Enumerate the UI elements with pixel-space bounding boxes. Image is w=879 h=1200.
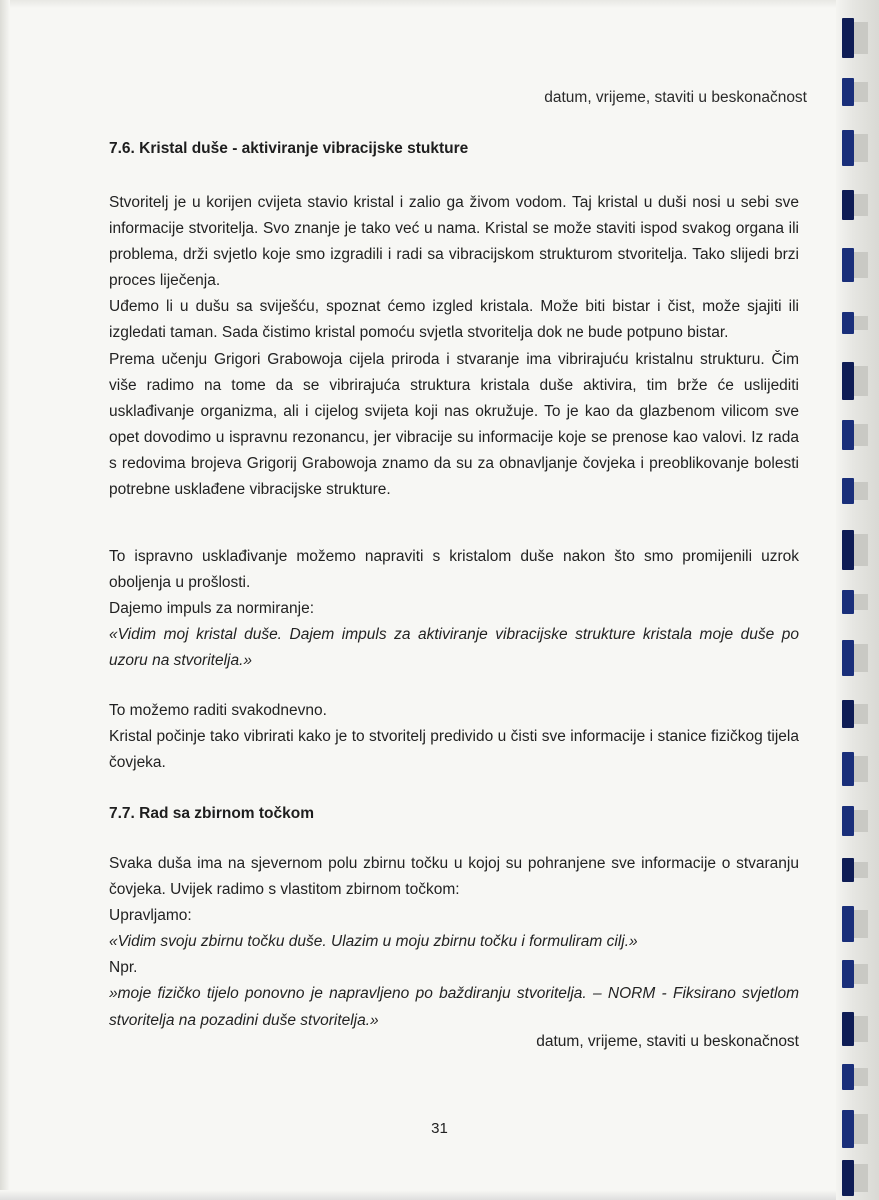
binding-tab-mark	[842, 248, 854, 282]
binding-tab-mark	[842, 18, 854, 58]
running-head: datum, vrijeme, staviti u beskonačnost	[544, 89, 807, 106]
affirmation-quote: «Vidim svoju zbirnu točku duše. Ulazim u moju zbirnu točku i formuliram cilj.»	[109, 933, 638, 951]
binding-tab-mark	[842, 960, 854, 988]
binding-tab-shadow	[854, 22, 868, 54]
binding-tab-mark	[842, 312, 854, 334]
paragraph: Prema učenju Grigori Grabowoja cijela priroda i stvaranje ima vibrirajuću kristalnu strukturu. Čim više radimo na tome da se vibrirajuća struktura kristala duše aktivira, tim brže će uslijediti usklađivanje organizma, ali i cijelog svijeta koji nas okružuje. To je kao da glazbenom vilicom sve opet dovodimo u ispravnu rezonancu, jer vibracije su informacije koje se prenose kao valovi. Iz rada s redovima brojeva Grigorij Grabowoja znamo da su za obnavljanje čovjeka i preoblikovanje bolesti potrebne usklađene vibracijske strukture.	[109, 350, 799, 499]
section-heading-7-6: 7.6. Kristal duše - aktiviranje vibracijske stukture	[109, 140, 469, 157]
binding-tab-shadow	[854, 704, 868, 724]
binding-tab-mark	[842, 420, 854, 450]
binding-tab-mark	[842, 478, 854, 504]
paragraph: To ispravno usklađivanje možemo napraviti s kristalom duše nakon što smo promijenili uzrok oboljenja u prošlosti.	[109, 548, 799, 592]
binding-tab-shadow	[854, 1164, 868, 1192]
binding-tab-shadow	[854, 644, 868, 672]
binding-tab-shadow	[854, 194, 868, 216]
paragraph: Uđemo li u dušu sa sviješću, spoznat ćemo izgled kristala. Može biti bistar i čist, može sjajiti ili izgledati taman. Sada čistimo kristal pomoću svjetla stvoritelja dok ne bude potpuno bistar.	[109, 298, 799, 342]
paragraph: To možemo raditi svakodnevno.	[109, 702, 327, 719]
binding-tab-shadow	[854, 1068, 868, 1086]
binding-tab-mark	[842, 530, 854, 570]
binding-tab-shadow	[854, 810, 868, 832]
binding-tab-shadow	[854, 964, 868, 984]
binding-tab-mark	[842, 190, 854, 220]
scan-edge-left	[0, 0, 10, 1200]
section-7-6-body	[109, 190, 799, 503]
binding-tab-mark	[842, 640, 854, 676]
binding-tab-mark	[842, 130, 854, 166]
scan-edge-top	[0, 0, 879, 8]
binding-tab-mark	[842, 590, 854, 614]
page-number: 31	[431, 1120, 448, 1137]
binding-tab-mark	[842, 752, 854, 786]
binding-tab-mark	[842, 700, 854, 728]
binding-tab-shadow	[854, 482, 868, 500]
closing-line: datum, vrijeme, staviti u beskonačnost	[536, 1033, 799, 1050]
section-7-7-body	[109, 851, 799, 1034]
scan-edge-bottom	[0, 1190, 879, 1200]
binding-tab-shadow	[854, 134, 868, 162]
binding-tab-shadow	[854, 910, 868, 938]
section-7-6-body-continued	[109, 544, 799, 674]
binding-tab-shadow	[854, 252, 868, 278]
binding-tab-shadow	[854, 756, 868, 782]
binding-tab-mark	[842, 858, 854, 882]
affirmation-quote: »moje fizičko tijelo ponovno je napravljeno po baždiranju stvoritelja. – NORM - Fiksirano svjetlom stvoritelja na pozadini duše stvoritelja.»	[109, 985, 799, 1029]
binding-tab-mark	[842, 906, 854, 942]
binding-tab-mark	[842, 78, 854, 106]
section-heading-7-7: 7.7. Rad sa zbirnom točkom	[109, 805, 314, 822]
binding-tab-shadow	[854, 534, 868, 566]
binding-tab-shadow	[854, 862, 868, 878]
binding-tab-shadow	[854, 316, 868, 330]
binding-tab-mark	[842, 806, 854, 836]
binding-tab-shadow	[854, 1016, 868, 1042]
binding-tab-shadow	[854, 366, 868, 396]
paragraph: Kristal počinje tako vibrirati kako je to stvoritelj predivido u čisti sve informacije i stanice fizičkog tijela čovjeka.	[109, 728, 799, 772]
binding-tab-shadow	[854, 82, 868, 102]
binding-tab-mark	[842, 1160, 854, 1196]
binding-tab-shadow	[854, 594, 868, 610]
section-7-6-closing	[109, 698, 799, 776]
binding-tab-mark	[842, 362, 854, 400]
paragraph: Stvoritelj je u korijen cvijeta stavio kristal i zalio ga živom vodom. Taj kristal u duši nosi u sebi sve informacije stvoritelja. Svo znanje je tako već u nama. Kristal se može staviti ispod svakog organa ili problema, drži svjetlo koje smo izgradili i radi sa vibracijskom strukturom stvoritelja. Tako slijedi brzi proces liječenja.	[109, 194, 799, 290]
binding-tab-mark	[842, 1064, 854, 1090]
paragraph: Dajemo impuls za normiranje:	[109, 600, 315, 618]
binding-tab-mark	[842, 1012, 854, 1046]
paragraph: Svaka duša ima na sjevernom polu zbirnu točku u kojoj su pohranjene sve informacije o stvaranju čovjeka. Uvijek radimo s vlastitom zbirnom točkom:	[109, 855, 799, 899]
affirmation-quote: «Vidim moj kristal duše. Dajem impuls za aktiviranje vibracijske strukture kristala moje duše po uzoru na stvoritelja.»	[109, 626, 799, 670]
paragraph: Npr.	[109, 959, 138, 977]
binding-tab-shadow	[854, 424, 868, 446]
paragraph: Upravljamo:	[109, 907, 192, 925]
